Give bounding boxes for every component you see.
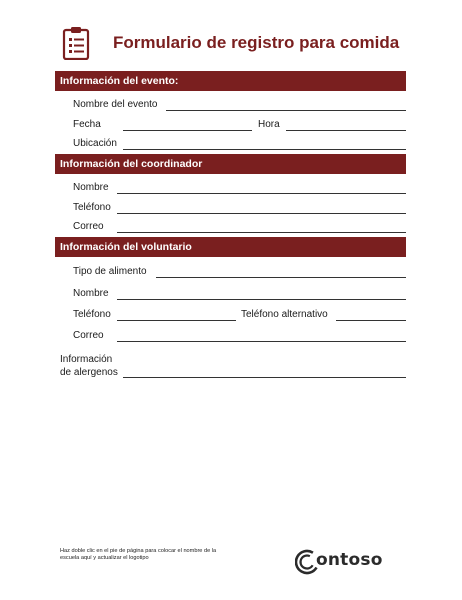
volunteer-name-label: Nombre — [73, 288, 109, 299]
volunteer-name-field[interactable] — [117, 299, 406, 300]
location-field[interactable] — [123, 149, 406, 150]
allergen-label-line1: Información — [60, 354, 113, 365]
logo-text: ontoso — [316, 550, 383, 570]
coordinator-phone-label: Teléfono — [73, 202, 111, 213]
volunteer-email-field[interactable] — [117, 341, 406, 342]
alt-phone-field[interactable] — [336, 320, 406, 321]
volunteer-email-label: Correo — [73, 330, 104, 341]
coordinator-email-field[interactable] — [117, 232, 406, 233]
time-field[interactable] — [286, 130, 406, 131]
event-name-field[interactable] — [166, 110, 406, 111]
contoso-logo — [295, 548, 383, 581]
clipboard-icon — [62, 26, 90, 60]
coordinator-name-field[interactable] — [117, 193, 406, 194]
page-title: Formulario de registro para comida — [113, 33, 400, 52]
event-name-label: Nombre del evento — [73, 99, 158, 110]
footer-note: Haz doble clic en el pie de página para colocar el nombre de la escuela aquí y actualizar el logotipo — [60, 548, 217, 562]
allergen-field[interactable] — [123, 377, 406, 378]
event-section-heading: Información del evento: — [55, 71, 406, 91]
alt-phone-label: Teléfono alternativo — [241, 309, 328, 320]
coordinator-email-label: Correo — [73, 221, 104, 232]
location-label: Ubicación — [73, 138, 117, 149]
date-field[interactable] — [123, 130, 252, 131]
food-type-field[interactable] — [156, 277, 406, 278]
allergen-label-line2: de alergenos — [60, 367, 118, 378]
coordinator-section-heading: Información del coordinador — [55, 154, 406, 174]
food-type-label: Tipo de alimento — [73, 266, 147, 277]
volunteer-phone-label: Teléfono — [73, 309, 111, 320]
volunteer-phone-field[interactable] — [117, 320, 236, 321]
time-label: Hora — [258, 119, 280, 130]
coordinator-phone-field[interactable] — [117, 213, 406, 214]
date-label: Fecha — [73, 119, 101, 130]
coordinator-name-label: Nombre — [73, 182, 109, 193]
volunteer-section-heading: Información del voluntario — [55, 237, 406, 257]
